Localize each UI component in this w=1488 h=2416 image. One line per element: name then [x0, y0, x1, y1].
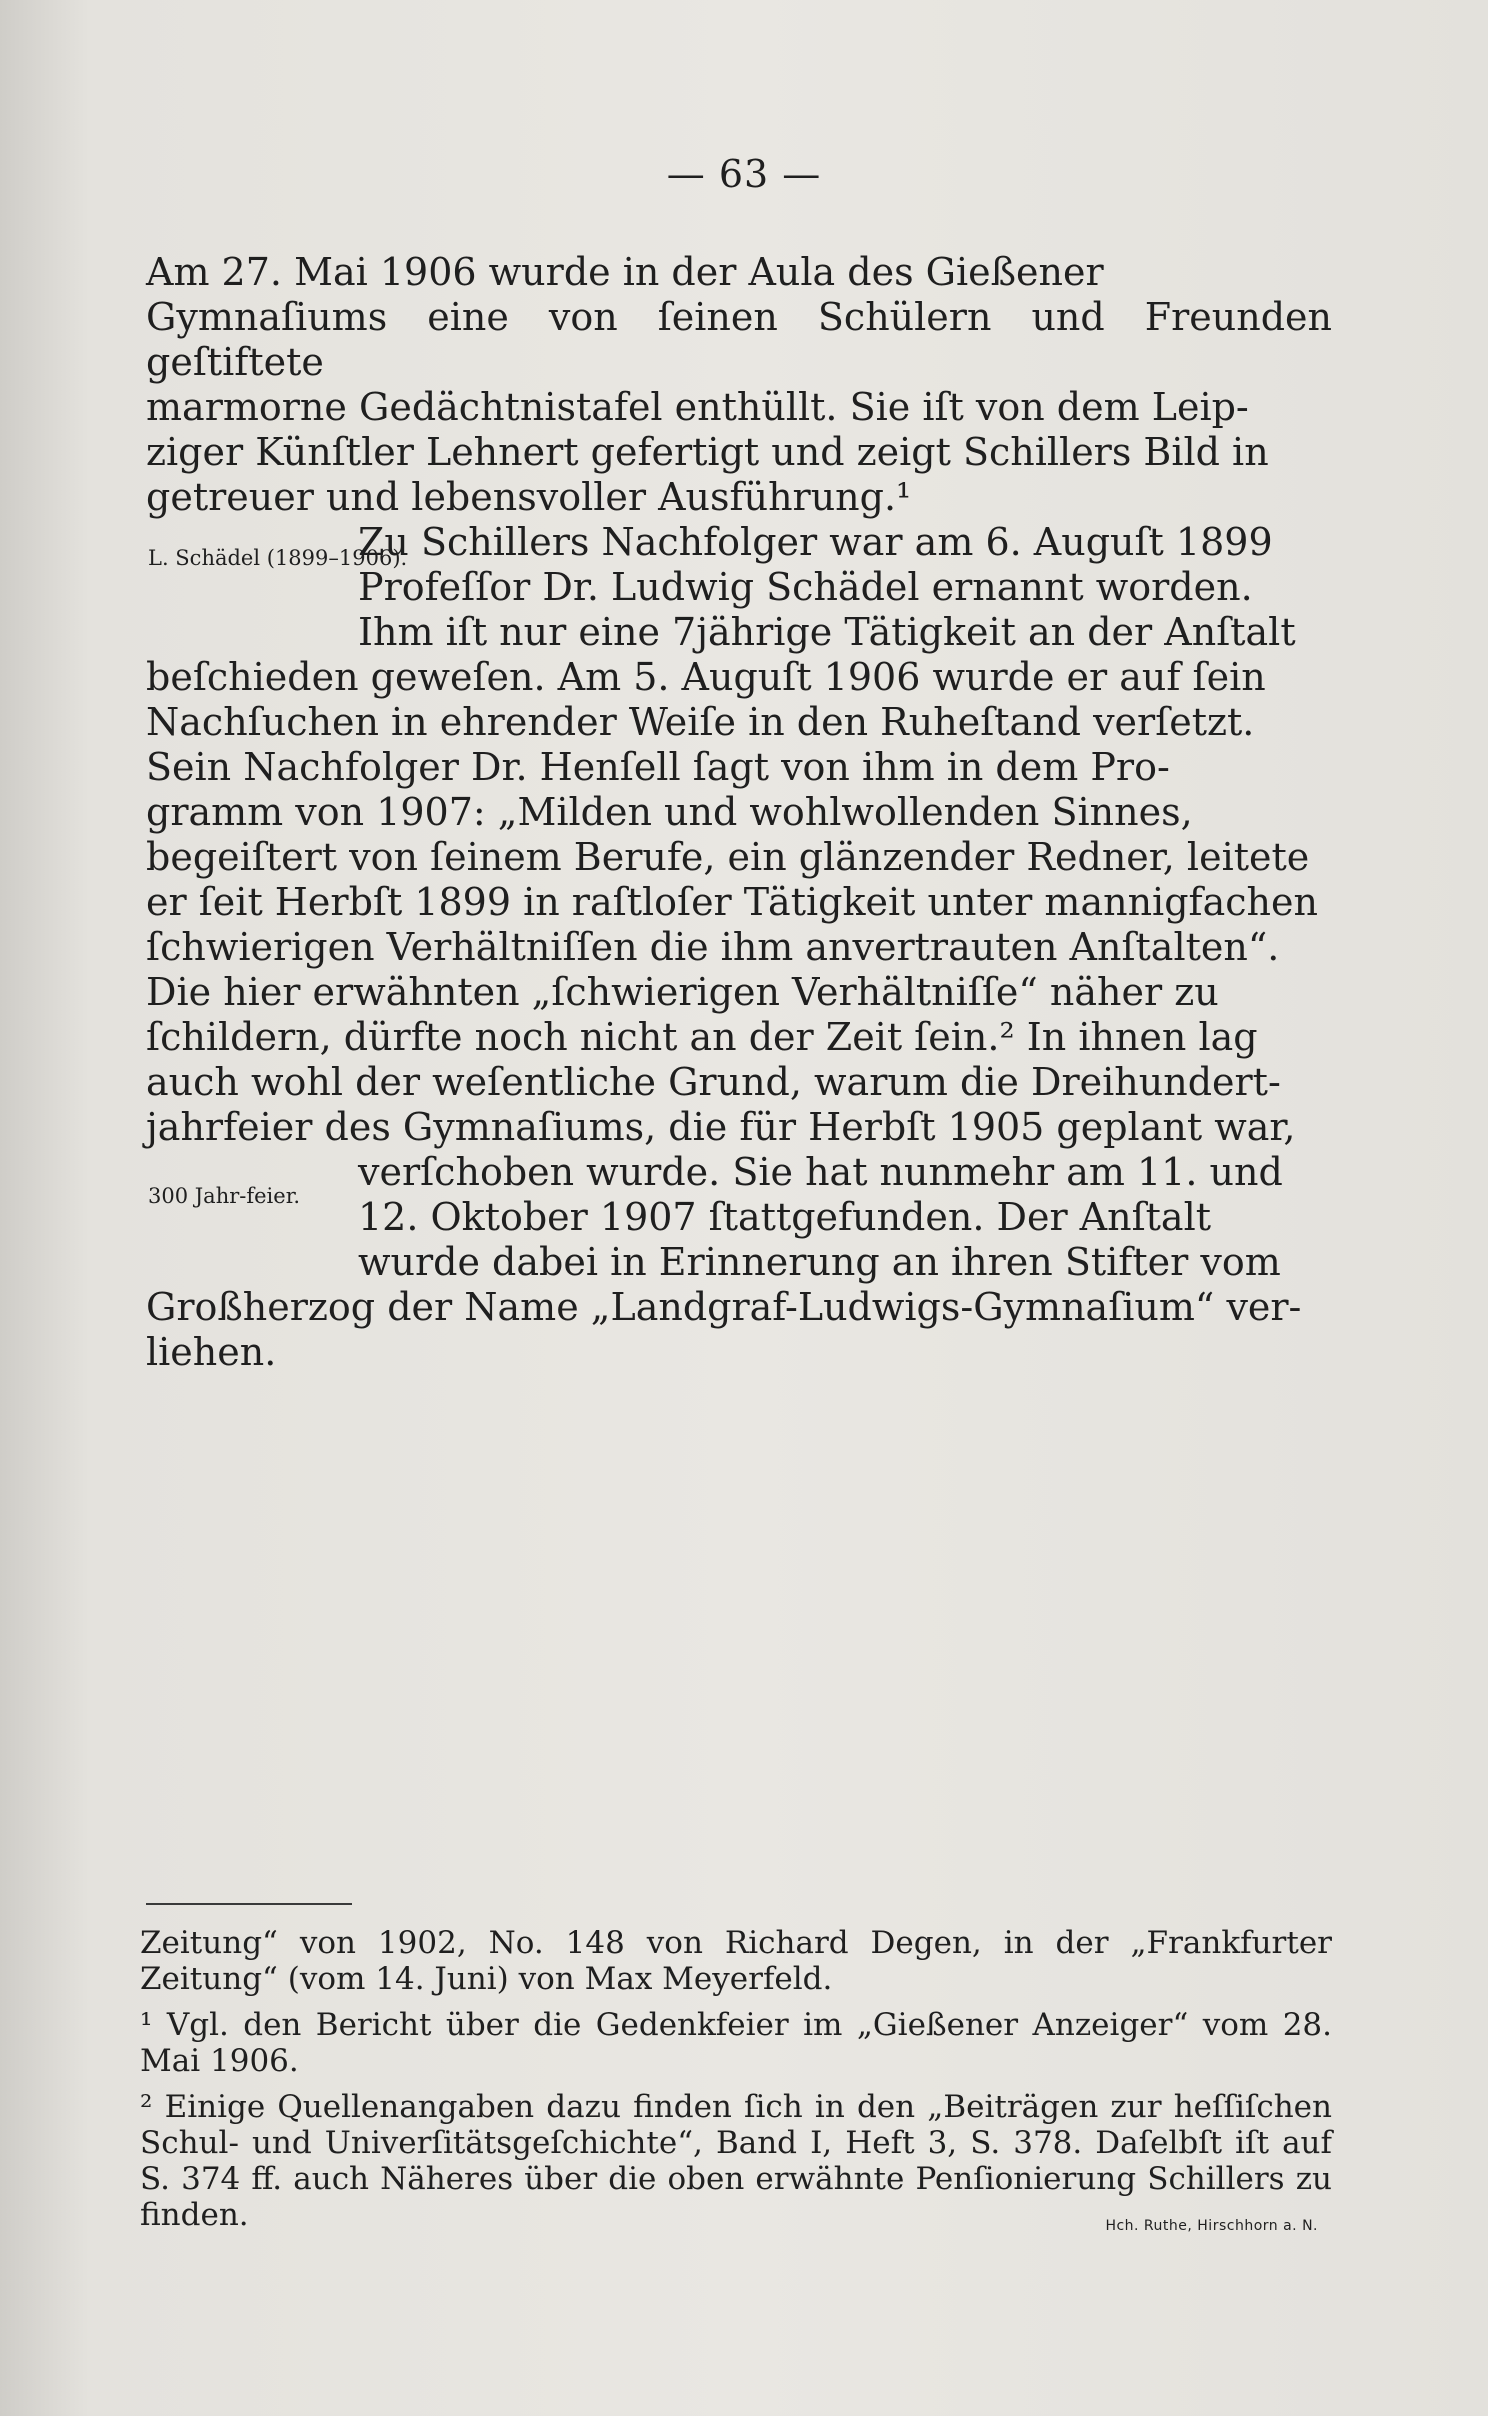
paragraph-line: ſchwierigen Verhältniſſen die ihm anvertrauten Anſtalten“. — [146, 925, 1280, 969]
footnotes — [140, 1925, 1332, 2243]
paragraph-line: jahrfeier des Gymnaſiums, die für Herbſt 1905 geplant war, — [146, 1105, 1296, 1149]
margin-note: L. Schädel (1899–1906). — [148, 546, 408, 570]
footnote-separator — [146, 1903, 352, 1905]
paragraph-line: verſchoben wurde. Sie hat nunmehr am 11. und — [358, 1150, 1283, 1194]
paragraph-line: ſchildern, dürfte noch nicht an der Zeit ſein.² In ihnen lag — [146, 1015, 1258, 1059]
paragraph-line: Die hier erwähnten „ſchwierigen Verhältniſſe“ näher zu — [146, 970, 1219, 1014]
paragraph-line: gramm von 1907: „Milden und wohlwollenden Sinnes, — [146, 790, 1193, 834]
paragraph-line: ziger Künſtler Lehnert gefertigt und zeigt Schillers Bild in — [146, 430, 1269, 474]
margin-note: 300 Jahr-feier. — [148, 1184, 301, 1208]
paragraph-line: getreuer und lebensvoller Ausführung.¹ — [146, 475, 912, 519]
paragraph-line: Gymnaſiums eine von ſeinen Schülern und Freunden geſtiftete — [146, 295, 1332, 384]
paragraph-line: auch wohl der weſentliche Grund, warum die Dreihundert- — [146, 1060, 1281, 1104]
footnote: ² Einige Quellenangaben dazu finden ſich in den „Beiträgen zur heſſiſchen Schul- und Univerſitätsgeſchichte“, Band I, Heft 3, S. 378. Daſelbſt iſt auf S. 374 ff. auch Näheres über die oben erwähnte Penſionierung Schillers zu finden. — [140, 2089, 1332, 2233]
paragraph-line: wurde dabei in Erinnerung an ihren Stifter vom — [358, 1240, 1281, 1284]
paragraph-line: Zu Schillers Nachfolger war am 6. Auguſt 1899 — [358, 520, 1273, 564]
paragraph-1 — [146, 250, 1332, 520]
printer-mark: Hch. Ruthe, Hirschhorn a. N. — [1105, 2218, 1318, 2234]
paragraph-line: Großherzog der Name „Landgraf-Ludwigs-Gymnaſium“ ver- — [146, 1285, 1302, 1329]
page-number: — 63 — — [666, 152, 822, 196]
paragraph-line: liehen. — [146, 1330, 277, 1374]
paragraph-line: Profeſſor Dr. Ludwig Schädel ernannt worden. — [358, 565, 1253, 609]
footnote: Zeitung“ von 1902, No. 148 von Richard Degen, in der „Frankfurter Zeitung“ (vom 14. Juni) von Max Meyerfeld. — [140, 1925, 1332, 1997]
paragraph-line: 12. Oktober 1907 ſtattgefunden. Der Anſtalt — [358, 1195, 1212, 1239]
footnote: ¹ Vgl. den Bericht über die Gedenkfeier im „Gießener Anzeiger“ vom 28. Mai 1906. — [140, 2007, 1332, 2079]
paragraph-line: Nachſuchen in ehrender Weiſe in den Ruheſtand verſetzt. — [146, 700, 1255, 744]
paragraph-line: Sein Nachfolger Dr. Henſell ſagt von ihm in dem Pro- — [146, 745, 1170, 789]
paragraph-line: beſchieden geweſen. Am 5. Auguſt 1906 wurde er auf ſein — [146, 655, 1266, 699]
paragraph-2 — [146, 520, 1332, 1375]
paragraph-line: Am 27. Mai 1906 wurde in der Aula des Gießener — [146, 250, 1104, 294]
paragraph-line: er ſeit Herbſt 1899 in raſtloſer Tätigkeit unter mannigfachen — [146, 880, 1318, 924]
paragraph-line: Ihm iſt nur eine 7jährige Tätigkeit an der Anſtalt — [358, 610, 1296, 654]
paragraph-line: marmorne Gedächtnistafel enthüllt. Sie iſt von dem Leip- — [146, 385, 1249, 429]
paragraph-line: begeiſtert von ſeinem Berufe, ein glänzender Redner, leitete — [146, 835, 1310, 879]
